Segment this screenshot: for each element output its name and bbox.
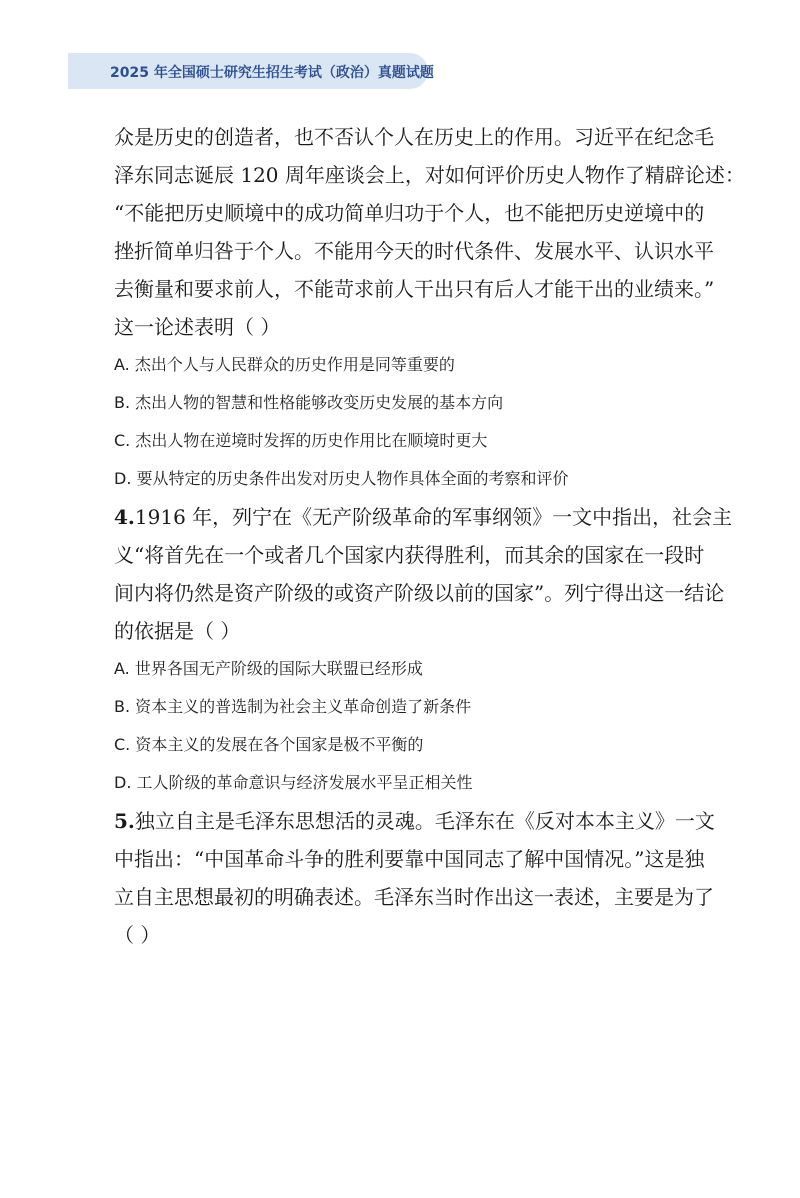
question-4-option-b: B. 资本主义的普选制为社会主义革命创造了新条件 bbox=[114, 697, 472, 716]
question-3-stem bbox=[114, 118, 745, 346]
question-5-stem bbox=[114, 802, 715, 954]
question-5-number: 5. bbox=[114, 809, 135, 833]
page-content bbox=[114, 118, 745, 954]
question-5-line: 立自主思想最初的明确表述。毛泽东当时作出这一表述，主要是为了 bbox=[114, 885, 714, 909]
question-3-option-a: A. 杰出个人与人民群众的历史作用是同等重要的 bbox=[114, 355, 455, 374]
question-3-line: 这一论述表明（ ） bbox=[114, 315, 281, 339]
exam-header-title: 2025 年全国硕士研究生招生考试（政治）真题试题 bbox=[110, 65, 434, 81]
question-5-line: 中指出：“中国革命斗争的胜利要靠中国同志了解中国情况。”这是独 bbox=[114, 847, 705, 871]
question-5-line: （ ） bbox=[114, 923, 161, 947]
question-3-line: 泽东同志诞辰 120 周年座谈会上，对如何评价历史人物作了精辟论述： bbox=[114, 163, 745, 187]
question-5-line-text: 独立自主是毛泽东思想活的灵魂。毛泽东在《反对本本主义》一文 bbox=[134, 809, 715, 833]
question-4-line: 间内将仍然是资产阶级的或资产阶级以前的国家”。列宁得出这一结论 bbox=[114, 581, 725, 605]
question-3-option-d: D. 要从特定的历史条件出发对历史人物作具体全面的考察和评价 bbox=[114, 469, 569, 488]
question-3-line: 众是历史的创造者，也不否认个人在历史上的作用。习近平在纪念毛 bbox=[114, 125, 714, 149]
question-3-options bbox=[114, 346, 694, 498]
question-3-line: 挫折简单归咎于个人。不能用今天的时代条件、发展水平、认识水平 bbox=[114, 239, 714, 263]
question-4-options bbox=[114, 650, 694, 802]
question-4-option-d: D. 工人阶级的革命意识与经济发展水平呈正相关性 bbox=[114, 773, 473, 792]
question-4-option-c: C. 资本主义的发展在各个国家是极不平衡的 bbox=[114, 735, 424, 754]
question-4-line: 义“将首先在一个或者几个国家内获得胜利，而其余的国家在一段时 bbox=[114, 543, 705, 567]
question-4-number: 4. bbox=[114, 505, 135, 529]
question-5-line bbox=[114, 802, 715, 840]
question-4-stem bbox=[114, 498, 733, 650]
question-3-option-c: C. 杰出人物在逆境时发挥的历史作用比在顺境时更大 bbox=[114, 431, 488, 450]
question-3-line: “不能把历史顺境中的成功简单归功于个人，也不能把历史逆境中的 bbox=[114, 201, 705, 225]
question-4-line bbox=[114, 498, 733, 536]
question-3-option-b: B. 杰出人物的智慧和性格能够改变历史发展的基本方向 bbox=[114, 393, 504, 412]
question-4-line-text: 1916 年，列宁在《无产阶级革命的军事纲领》一文中指出，社会主 bbox=[134, 505, 733, 529]
question-3-line: 去衡量和要求前人，不能苛求前人干出只有后人才能干出的业绩来。” bbox=[114, 277, 715, 301]
question-4-line: 的依据是（ ） bbox=[114, 619, 241, 643]
question-4-option-a: A. 世界各国无产阶级的国际大联盟已经形成 bbox=[114, 659, 423, 678]
